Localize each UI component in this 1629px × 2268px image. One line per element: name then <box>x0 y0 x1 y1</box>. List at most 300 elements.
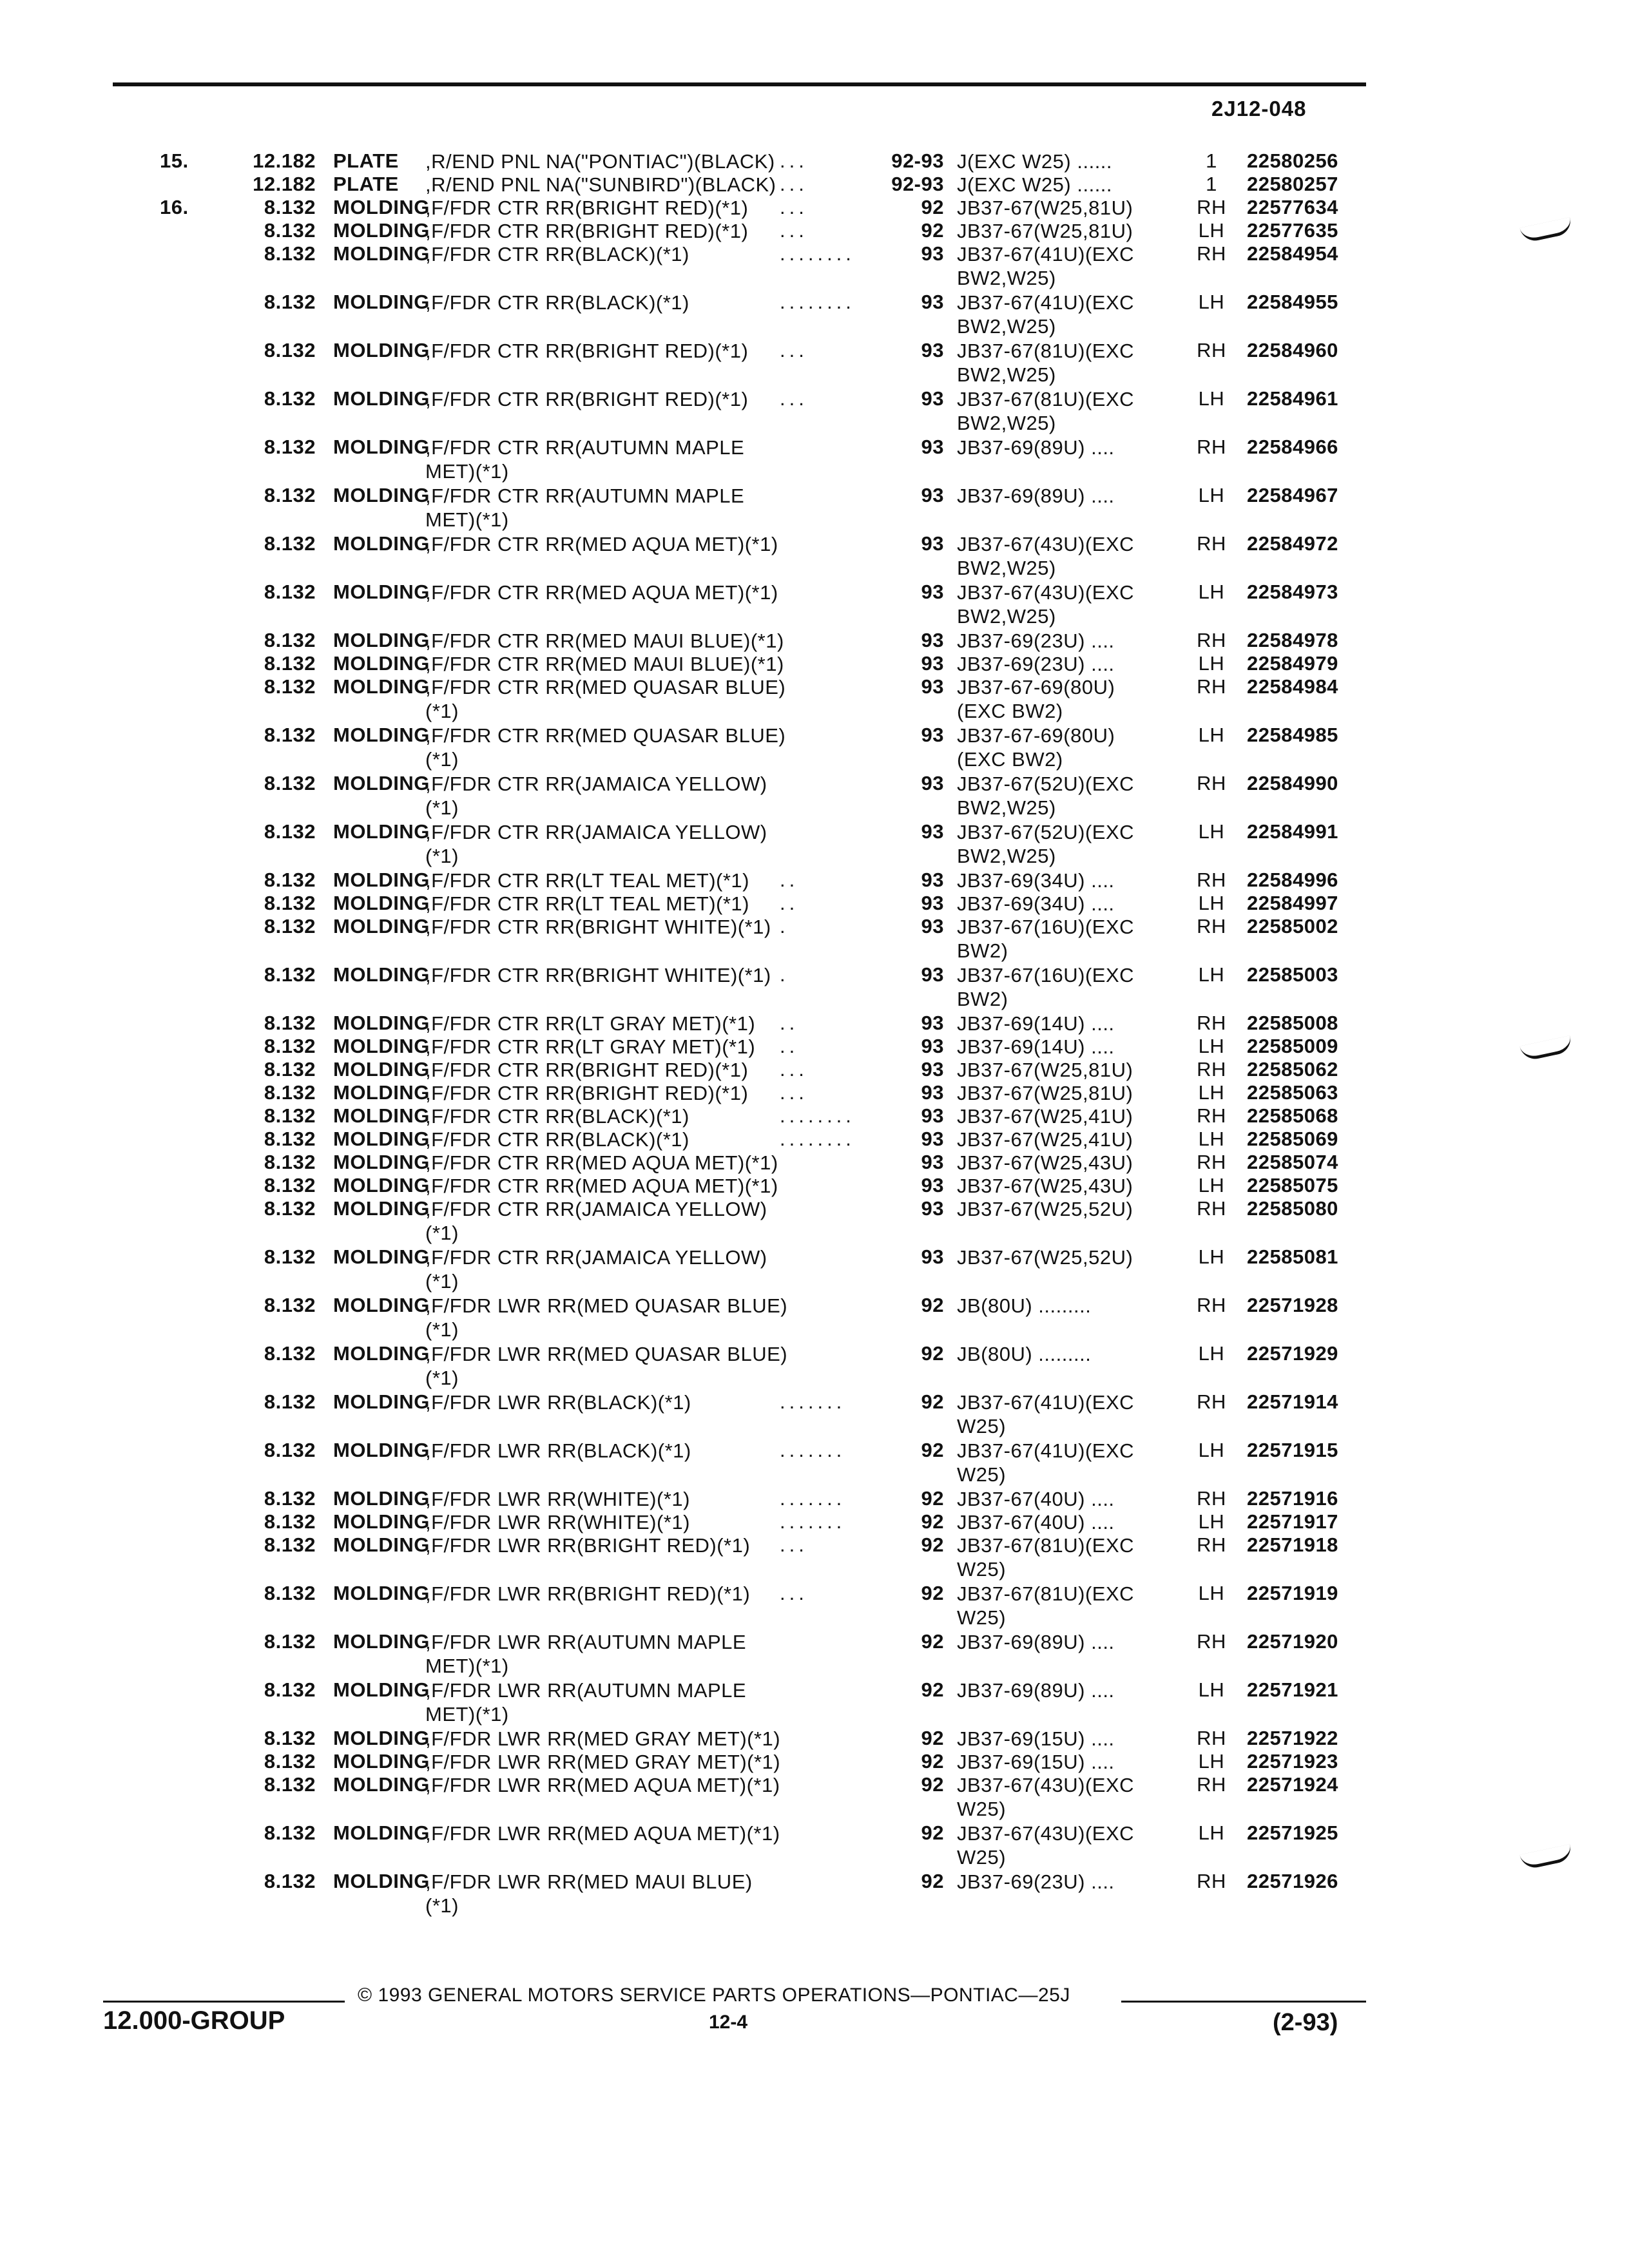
table-row <box>0 1151 1629 1174</box>
cell-app: JB37-67(52U)(EXC BW2,W25) <box>957 773 1135 819</box>
cell-grp: 8.132 <box>264 1439 316 1461</box>
cell-pn: 22571919 <box>1247 1582 1338 1604</box>
cell-side: RH <box>1197 869 1226 891</box>
cell-dots: . <box>780 915 789 937</box>
cell-yr: 92 <box>921 1630 944 1653</box>
cell-desc: ,F/FDR CTR RR(MED AQUA MET)(*1) <box>425 1175 778 1197</box>
cell-yr: 93 <box>921 1128 944 1150</box>
cell-grp: 8.132 <box>264 772 316 794</box>
cell-desc: ,F/FDR CTR RR(LT GRAY MET)(*1) <box>425 1012 756 1035</box>
cell-side: 1 <box>1206 173 1217 195</box>
cell-part: MOLDING <box>333 1533 430 1556</box>
table-row <box>0 532 1629 581</box>
cell-dots: ... <box>780 387 808 410</box>
cell-app: JB37-67(40U) .... <box>957 1488 1115 1510</box>
cell-desc: ,F/FDR CTR RR(LT GRAY MET)(*1) <box>425 1035 756 1058</box>
cell-yr: 92 <box>921 1510 944 1533</box>
cell-desc: ,F/FDR CTR RR(BRIGHT RED)(*1) <box>425 197 749 219</box>
cell-grp: 8.132 <box>264 963 316 986</box>
cell-part: PLATE <box>333 173 399 195</box>
footer-revision-date: (2-93) <box>1273 2009 1338 2036</box>
cell-dots: ... <box>780 149 808 172</box>
cell-dots: .. <box>780 1035 799 1057</box>
cell-grp: 8.132 <box>264 1390 316 1413</box>
cell-pn: 22584990 <box>1247 772 1338 794</box>
footer-rule-right <box>1121 2001 1366 2003</box>
cell-pn: 22585002 <box>1247 915 1338 937</box>
table-row <box>0 1630 1629 1678</box>
cell-dots: ... <box>780 1533 808 1556</box>
cell-side: LH <box>1198 1128 1225 1150</box>
table-row <box>0 1294 1629 1342</box>
cell-side: LH <box>1198 1750 1225 1773</box>
cell-side: LH <box>1198 1439 1225 1461</box>
cell-side: RH <box>1197 1104 1226 1127</box>
cell-grp: 8.132 <box>264 675 316 698</box>
cell-pn: 22571914 <box>1247 1390 1338 1413</box>
cell-desc: ,F/FDR CTR RR(JAMAICA YELLOW) (*1) <box>425 773 767 819</box>
cell-desc: ,F/FDR CTR RR(BLACK)(*1) <box>425 291 689 314</box>
cell-yr: 93 <box>921 892 944 914</box>
table-row <box>0 1533 1629 1582</box>
cell-app: JB37-67(W25,43U) <box>957 1175 1133 1197</box>
cell-yr: 92 <box>921 1678 944 1701</box>
cell-dots: .. <box>780 892 799 914</box>
cell-pn: 22584955 <box>1247 291 1338 313</box>
cell-grp: 8.132 <box>264 869 316 891</box>
cell-grp: 8.132 <box>264 196 316 218</box>
footer-page-number: 12-4 <box>709 2012 748 2033</box>
table-row <box>0 291 1629 339</box>
cell-app: JB37-67(41U)(EXC BW2,W25) <box>957 243 1135 289</box>
cell-part: MOLDING <box>333 1510 430 1533</box>
cell-pn: 22585075 <box>1247 1174 1338 1196</box>
cell-part: MOLDING <box>333 581 430 603</box>
cell-desc: ,F/FDR CTR RR(BLACK)(*1) <box>425 243 689 265</box>
cell-yr: 92-93 <box>891 149 944 172</box>
table-row <box>0 219 1629 242</box>
cell-app: JB37-69(15U) .... <box>957 1751 1115 1773</box>
cell-pn: 22571923 <box>1247 1750 1338 1773</box>
cell-grp: 8.132 <box>264 1151 316 1173</box>
cell-dots: ....... <box>780 1510 846 1533</box>
table-row <box>0 196 1629 219</box>
cell-pn: 22577635 <box>1247 219 1338 242</box>
cell-desc: ,F/FDR LWR RR(BLACK)(*1) <box>425 1439 691 1462</box>
cell-grp: 8.132 <box>264 1197 316 1220</box>
cell-pn: 22571924 <box>1247 1773 1338 1796</box>
cell-yr: 93 <box>921 629 944 651</box>
cell-desc: ,F/FDR CTR RR(BRIGHT WHITE)(*1) <box>425 964 771 986</box>
cell-side: RH <box>1197 242 1226 265</box>
cell-pn: 22585062 <box>1247 1058 1338 1081</box>
cell-app: JB37-67(41U)(EXC BW2,W25) <box>957 291 1135 338</box>
cell-pn: 22571917 <box>1247 1510 1338 1533</box>
cell-grp: 8.132 <box>264 1678 316 1701</box>
cell-side: RH <box>1197 1727 1226 1749</box>
cell-pn: 22571920 <box>1247 1630 1338 1653</box>
cell-dots: ... <box>780 1081 808 1104</box>
cell-app: JB37-69(23U) .... <box>957 653 1115 675</box>
cell-dots: ... <box>780 219 808 242</box>
cell-pn: 22571925 <box>1247 1821 1338 1844</box>
cell-grp: 8.132 <box>264 1081 316 1104</box>
cell-yr: 93 <box>921 1081 944 1104</box>
cell-yr: 92 <box>921 1821 944 1844</box>
cell-part: MOLDING <box>333 339 430 361</box>
cell-dots: ....... <box>780 1487 846 1510</box>
cell-grp: 8.132 <box>264 1870 316 1892</box>
cell-pn: 22580257 <box>1247 173 1338 195</box>
cell-desc: ,F/FDR CTR RR(BRIGHT RED)(*1) <box>425 1059 749 1081</box>
cell-part: MOLDING <box>333 1081 430 1104</box>
cell-pn: 22577634 <box>1247 196 1338 218</box>
cell-yr: 93 <box>921 724 944 746</box>
cell-grp: 8.132 <box>264 532 316 555</box>
cell-side: RH <box>1197 772 1226 794</box>
cell-app: JB37-67(W25,52U) <box>957 1246 1133 1269</box>
cell-part: MOLDING <box>333 1870 430 1892</box>
cell-yr: 93 <box>921 1035 944 1057</box>
cell-side: LH <box>1198 724 1225 746</box>
cell-side: RH <box>1197 629 1226 651</box>
cell-side: RH <box>1197 1151 1226 1173</box>
cell-app: JB37-67(41U)(EXC W25) <box>957 1439 1135 1486</box>
cell-yr: 92 <box>921 1390 944 1413</box>
cell-pn: 22585069 <box>1247 1128 1338 1150</box>
cell-yr: 92 <box>921 1487 944 1510</box>
table-row <box>0 675 1629 724</box>
cell-side: LH <box>1198 1081 1225 1104</box>
table-row <box>0 436 1629 484</box>
cell-pn: 22571916 <box>1247 1487 1338 1510</box>
cell-dots: ....... <box>780 1439 846 1461</box>
cell-yr: 92 <box>921 1727 944 1749</box>
cell-app: J(EXC W25) ...... <box>957 173 1113 196</box>
cell-yr: 93 <box>921 436 944 458</box>
cell-app: JB37-67(43U)(EXC BW2,W25) <box>957 581 1135 628</box>
cell-side: LH <box>1198 1678 1225 1701</box>
cell-part: MOLDING <box>333 1035 430 1057</box>
cell-side: 1 <box>1206 149 1217 172</box>
cell-pn: 22571922 <box>1247 1727 1338 1749</box>
cell-part: MOLDING <box>333 1582 430 1604</box>
cell-grp: 8.132 <box>264 242 316 265</box>
cell-app: JB37-69(14U) .... <box>957 1012 1115 1035</box>
cell-yr: 93 <box>921 1104 944 1127</box>
cell-app: JB37-67(41U)(EXC W25) <box>957 1391 1135 1437</box>
cell-yr: 93 <box>921 242 944 265</box>
cell-part: MOLDING <box>333 1750 430 1773</box>
table-row <box>0 1081 1629 1104</box>
cell-pn: 22585009 <box>1247 1035 1338 1057</box>
cell-pn: 22584997 <box>1247 892 1338 914</box>
cell-part: MOLDING <box>333 1104 430 1127</box>
cell-app: JB37-69(89U) .... <box>957 436 1115 459</box>
cell-part: MOLDING <box>333 532 430 555</box>
cell-part: MOLDING <box>333 1821 430 1844</box>
cell-side: RH <box>1197 1870 1226 1892</box>
cell-desc: ,F/FDR CTR RR(BRIGHT RED)(*1) <box>425 220 749 242</box>
cell-dots: ........ <box>780 1104 855 1127</box>
cell-side: LH <box>1198 581 1225 603</box>
cell-app: JB37-67(81U)(EXC BW2,W25) <box>957 388 1135 434</box>
cell-grp: 8.132 <box>264 1104 316 1127</box>
cell-pn: 22584991 <box>1247 820 1338 843</box>
cell-yr: 93 <box>921 915 944 937</box>
cell-app: JB(80U) ......... <box>957 1343 1092 1365</box>
table-row <box>0 963 1629 1012</box>
cell-yr: 93 <box>921 1174 944 1196</box>
cell-pn: 22584954 <box>1247 242 1338 265</box>
table-row <box>0 1870 1629 1918</box>
cell-part: MOLDING <box>333 1174 430 1196</box>
cell-app: JB37-67(W25,43U) <box>957 1151 1133 1174</box>
cell-desc: ,F/FDR CTR RR(AUTUMN MAPLE MET)(*1) <box>425 436 745 483</box>
cell-app: JB37-67(40U) .... <box>957 1511 1115 1533</box>
cell-grp: 8.132 <box>264 915 316 937</box>
cell-part: MOLDING <box>333 196 430 218</box>
cell-side: LH <box>1198 1342 1225 1365</box>
cell-app: J(EXC W25) ...... <box>957 150 1113 173</box>
cell-yr: 93 <box>921 772 944 794</box>
table-row <box>0 1773 1629 1821</box>
cell-app: JB37-69(34U) .... <box>957 869 1115 892</box>
cell-yr: 93 <box>921 963 944 986</box>
cell-part: MOLDING <box>333 915 430 937</box>
cell-pn: 22584972 <box>1247 532 1338 555</box>
cell-side: RH <box>1197 1630 1226 1653</box>
cell-dots: ........ <box>780 242 855 265</box>
cell-desc: ,F/FDR CTR RR(MED QUASAR BLUE) (*1) <box>425 676 786 722</box>
cell-grp: 8.132 <box>264 1342 316 1365</box>
table-row <box>0 1012 1629 1035</box>
cell-pn: 22585008 <box>1247 1012 1338 1034</box>
cell-side: RH <box>1197 436 1226 458</box>
cell-pn: 22571926 <box>1247 1870 1338 1892</box>
cell-side: RH <box>1197 1058 1226 1081</box>
cell-part: MOLDING <box>333 1012 430 1034</box>
cell-grp: 8.132 <box>264 339 316 361</box>
table-row <box>0 1582 1629 1630</box>
cell-desc: ,F/FDR CTR RR(MED MAUI BLUE)(*1) <box>425 629 784 652</box>
cell-desc: ,F/FDR LWR RR(MED QUASAR BLUE) (*1) <box>425 1343 788 1389</box>
table-row <box>0 892 1629 915</box>
cell-grp: 8.132 <box>264 1630 316 1653</box>
cell-desc: ,F/FDR LWR RR(AUTUMN MAPLE MET)(*1) <box>425 1679 747 1725</box>
cell-part: MOLDING <box>333 963 430 986</box>
table-row <box>0 1197 1629 1245</box>
cell-app: JB37-69(14U) .... <box>957 1035 1115 1058</box>
table-row <box>0 484 1629 532</box>
cell-side: LH <box>1198 1821 1225 1844</box>
cell-grp: 8.132 <box>264 387 316 410</box>
cell-grp: 8.132 <box>264 1128 316 1150</box>
cell-app: JB37-69(89U) .... <box>957 1631 1115 1653</box>
cell-pn: 22571915 <box>1247 1439 1338 1461</box>
cell-grp: 8.132 <box>264 1510 316 1533</box>
cell-yr: 92 <box>921 1342 944 1365</box>
cell-desc: ,F/FDR LWR RR(WHITE)(*1) <box>425 1488 690 1510</box>
table-row <box>0 820 1629 869</box>
cell-part: MOLDING <box>333 1342 430 1365</box>
table-row <box>0 1750 1629 1773</box>
cell-app: JB37-67-69(80U) (EXC BW2) <box>957 724 1115 771</box>
cell-side: LH <box>1198 1582 1225 1604</box>
cell-side: LH <box>1198 387 1225 410</box>
cell-part: MOLDING <box>333 219 430 242</box>
cell-dots: ........ <box>780 1128 855 1150</box>
cell-app: JB37-67(W25,81U) <box>957 197 1133 219</box>
cell-desc: ,F/FDR LWR RR(MED GRAY MET)(*1) <box>425 1727 781 1750</box>
cell-part: MOLDING <box>333 1245 430 1268</box>
cell-part: MOLDING <box>333 1439 430 1461</box>
cell-desc: ,F/FDR CTR RR(BLACK)(*1) <box>425 1105 689 1128</box>
cell-part: MOLDING <box>333 484 430 506</box>
cell-pn: 22571921 <box>1247 1678 1338 1701</box>
cell-app: JB37-67(W25,41U) <box>957 1105 1133 1128</box>
cell-part: MOLDING <box>333 869 430 891</box>
cell-part: MOLDING <box>333 675 430 698</box>
table-row <box>0 1128 1629 1151</box>
cell-grp: 12.182 <box>253 173 316 195</box>
table-row <box>0 1104 1629 1128</box>
cell-app: JB37-67(W25,41U) <box>957 1128 1133 1151</box>
cell-desc: ,F/FDR CTR RR(BRIGHT RED)(*1) <box>425 1082 749 1104</box>
cell-key: 16. <box>160 196 189 218</box>
cell-app: JB37-67(W25,81U) <box>957 1059 1133 1081</box>
cell-part: MOLDING <box>333 772 430 794</box>
cell-desc: ,F/FDR LWR RR(BLACK)(*1) <box>425 1391 691 1414</box>
parts-list-table <box>0 149 1629 1918</box>
cell-app: JB37-69(34U) .... <box>957 892 1115 915</box>
cell-grp: 8.132 <box>264 820 316 843</box>
cell-desc: ,F/FDR LWR RR(WHITE)(*1) <box>425 1511 690 1533</box>
cell-pn: 22584967 <box>1247 484 1338 506</box>
cell-side: RH <box>1197 339 1226 361</box>
table-row <box>0 242 1629 291</box>
cell-grp: 8.132 <box>264 1294 316 1316</box>
cell-desc: ,F/FDR LWR RR(MED AQUA MET)(*1) <box>425 1822 780 1845</box>
cell-app: JB37-67(16U)(EXC BW2) <box>957 916 1135 962</box>
cell-yr: 93 <box>921 869 944 891</box>
cell-yr: 92 <box>921 1870 944 1892</box>
cell-app: JB37-67-69(80U) (EXC BW2) <box>957 676 1115 722</box>
cell-side: RH <box>1197 1197 1226 1220</box>
cell-desc: ,F/FDR CTR RR(BRIGHT RED)(*1) <box>425 388 749 410</box>
cell-grp: 8.132 <box>264 1773 316 1796</box>
table-row <box>0 1439 1629 1487</box>
table-row <box>0 1678 1629 1727</box>
cell-desc: ,F/FDR LWR RR(MED QUASAR BLUE) (*1) <box>425 1294 788 1341</box>
cell-side: LH <box>1198 1035 1225 1057</box>
cell-app: JB37-67(81U)(EXC BW2,W25) <box>957 340 1135 386</box>
cell-desc: ,F/FDR CTR RR(JAMAICA YELLOW) (*1) <box>425 821 767 867</box>
cell-dots: ... <box>780 339 808 361</box>
cell-desc: ,F/FDR CTR RR(MED MAUI BLUE)(*1) <box>425 653 784 675</box>
footer-rule-left <box>103 2001 345 2003</box>
cell-part: MOLDING <box>333 1151 430 1173</box>
cell-side: LH <box>1198 291 1225 313</box>
cell-grp: 8.132 <box>264 892 316 914</box>
cell-yr: 93 <box>921 1151 944 1173</box>
cell-grp: 8.132 <box>264 724 316 746</box>
cell-pn: 22584979 <box>1247 652 1338 675</box>
table-row <box>0 629 1629 652</box>
cell-part: MOLDING <box>333 724 430 746</box>
cell-desc: ,F/FDR CTR RR(MED AQUA MET)(*1) <box>425 533 778 555</box>
cell-side: LH <box>1198 1174 1225 1196</box>
table-row <box>0 1342 1629 1390</box>
table-row <box>0 772 1629 820</box>
cell-desc: ,F/FDR CTR RR(LT TEAL MET)(*1) <box>425 869 749 892</box>
cell-app: JB37-69(15U) .... <box>957 1727 1115 1750</box>
cell-yr: 92 <box>921 1533 944 1556</box>
cell-yr: 92 <box>921 1439 944 1461</box>
cell-desc: ,F/FDR CTR RR(BLACK)(*1) <box>425 1128 689 1151</box>
cell-desc: ,F/FDR LWR RR(MED GRAY MET)(*1) <box>425 1751 781 1773</box>
cell-grp: 8.132 <box>264 1058 316 1081</box>
cell-part: MOLDING <box>333 1197 430 1220</box>
cell-grp: 8.132 <box>264 1821 316 1844</box>
cell-app: JB37-69(89U) .... <box>957 485 1115 507</box>
cell-app: JB37-67(52U)(EXC BW2,W25) <box>957 821 1135 867</box>
cell-desc: ,F/FDR CTR RR(BRIGHT WHITE)(*1) <box>425 916 771 938</box>
cell-pn: 22584973 <box>1247 581 1338 603</box>
cell-yr: 92 <box>921 1582 944 1604</box>
cell-grp: 8.132 <box>264 291 316 313</box>
cell-pn: 22584966 <box>1247 436 1338 458</box>
cell-grp: 8.132 <box>264 1727 316 1749</box>
cell-yr: 93 <box>921 675 944 698</box>
cell-desc: ,R/END PNL NA("SUNBIRD")(BLACK) <box>425 173 776 196</box>
table-row <box>0 339 1629 387</box>
cell-app: JB37-67(W25,81U) <box>957 1082 1133 1104</box>
cell-grp: 8.132 <box>264 1533 316 1556</box>
table-row <box>0 1245 1629 1294</box>
cell-app: JB37-67(16U)(EXC BW2) <box>957 964 1135 1010</box>
cell-desc: ,F/FDR CTR RR(BRIGHT RED)(*1) <box>425 340 749 362</box>
cell-app: JB37-67(43U)(EXC BW2,W25) <box>957 533 1135 579</box>
table-row <box>0 915 1629 963</box>
cell-grp: 8.132 <box>264 1174 316 1196</box>
table-row <box>0 1487 1629 1510</box>
table-row <box>0 173 1629 196</box>
table-row <box>0 581 1629 629</box>
cell-pn: 22571918 <box>1247 1533 1338 1556</box>
cell-side: RH <box>1197 675 1226 698</box>
cell-grp: 12.182 <box>253 149 316 172</box>
cell-dots: .. <box>780 1012 799 1034</box>
cell-app: JB37-67(W25,52U) <box>957 1198 1133 1220</box>
cell-pn: 22584984 <box>1247 675 1338 698</box>
cell-pn: 22571929 <box>1247 1342 1338 1365</box>
footer-copyright: © 1993 GENERAL MOTORS SERVICE PARTS OPERATIONS—PONTIAC—25J <box>358 1984 1070 2006</box>
table-row <box>0 652 1629 675</box>
cell-grp: 8.132 <box>264 1750 316 1773</box>
cell-pn: 22585068 <box>1247 1104 1338 1127</box>
cell-dots: ... <box>780 1582 808 1604</box>
cell-part: MOLDING <box>333 242 430 265</box>
cell-side: RH <box>1197 532 1226 555</box>
footer-group-label: 12.000-GROUP <box>103 2006 285 2035</box>
cell-yr: 92 <box>921 1750 944 1773</box>
cell-grp: 8.132 <box>264 629 316 651</box>
cell-pn: 22584996 <box>1247 869 1338 891</box>
cell-pn: 22584985 <box>1247 724 1338 746</box>
cell-grp: 8.132 <box>264 652 316 675</box>
cell-app: JB37-67(81U)(EXC W25) <box>957 1582 1135 1629</box>
